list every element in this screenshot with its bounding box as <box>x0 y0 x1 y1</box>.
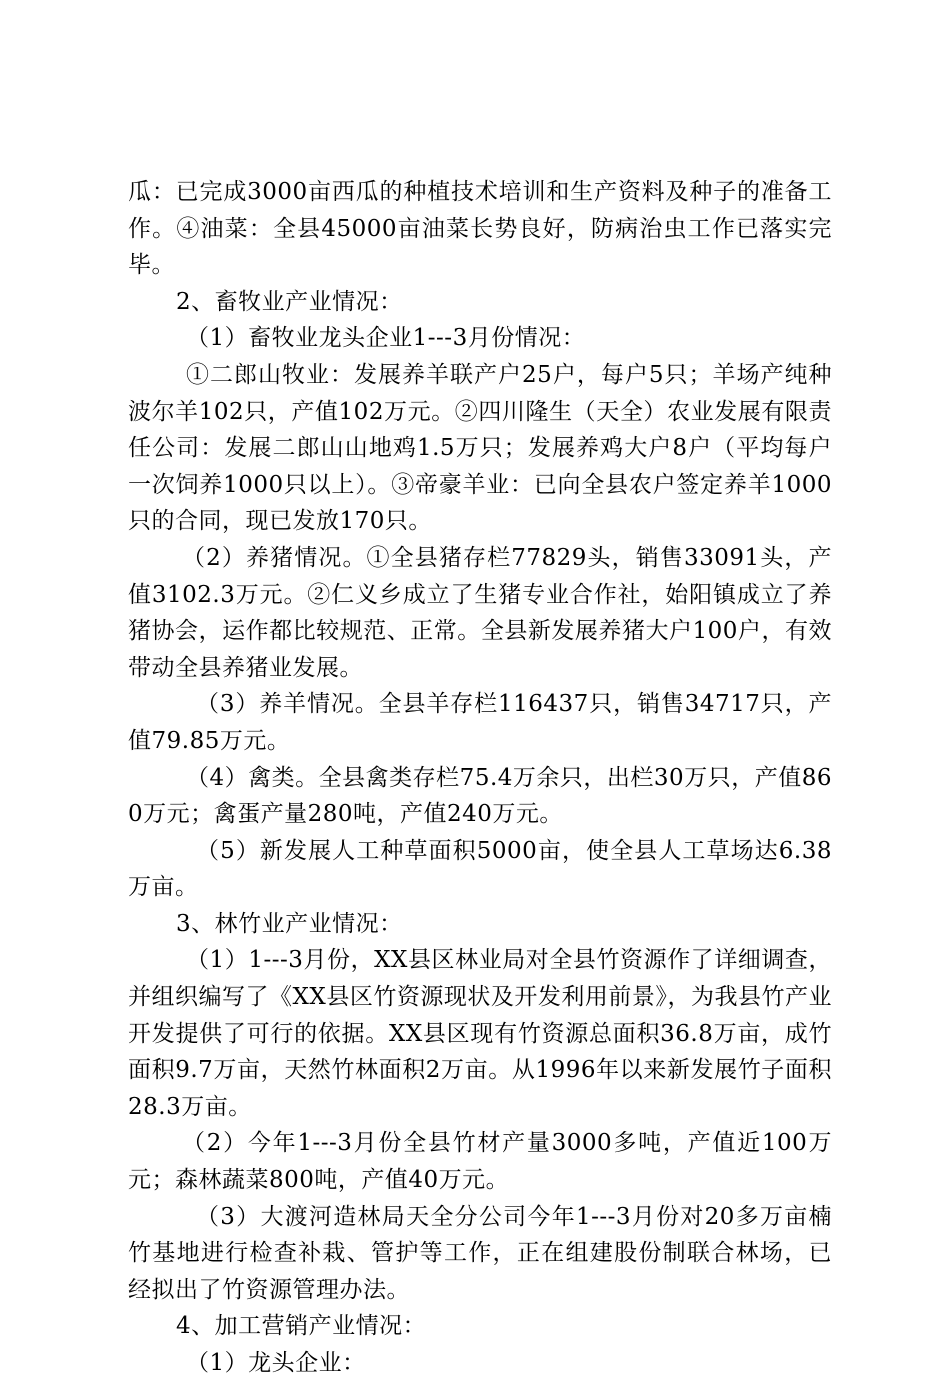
document-page <box>128 174 832 1382</box>
paragraph-bamboo-output: （2）今年1---3月份全县竹材产量3000多吨，产值近100万元；森林蔬菜800吨，产值40万元。 <box>128 1130 832 1194</box>
subheading-livestock-leading-enterprises: （1）畜牧业龙头企业1---3月份情况： <box>186 325 586 352</box>
paragraph-sheep-farming: （3）养羊情况。全县羊存栏116437只，销售34717只，产值79.85万元。 <box>128 691 832 754</box>
heading-livestock: 2、畜牧业产业情况： <box>176 288 403 315</box>
heading-processing-marketing: 4、加工营销产业情况： <box>176 1313 427 1340</box>
heading-forestry-bamboo: 3、林竹业产业情况： <box>176 910 403 937</box>
paragraph-livestock-enterprises: ①二郎山牧业：发展养羊联产户25户，每户5只；羊场产纯种波尔羊102只，产值102万元。②四川隆生（天全）农业发展有限责任公司：发展二郎山山地鸡1.5万只；发展养鸡大户8户（平均每户一次饲养1000只以上）。③帝豪羊业：已向全县农户签定养羊1000只的合同，现已发放170只。 <box>128 361 832 535</box>
paragraph-bamboo-survey: （1）1---3月份，XX县区林业局对全县竹资源作了详细调查，并组织编写了《XX县区竹资源现状及开发利用前景》，为我县竹产业开发提供了可行的依据。XX县区现有竹资源总面积36.8万亩，成竹面积9.7万亩，天然竹林面积2万亩。从1996年以来新发展竹子面积28.3万亩。 <box>128 947 832 1120</box>
paragraph-grassland: （5）新发展人工种草面积5000亩，使全县人工草场达6.38万亩。 <box>128 837 832 901</box>
paragraph-watermelon-rapeseed: 瓜：已完成3000亩西瓜的种植技术培训和生产资料及种子的准备工作。④油菜：全县45000亩油菜长势良好，防病治虫工作已落实完毕。 <box>128 179 832 279</box>
paragraph-pig-farming: （2）养猪情况。①全县猪存栏77829头，销售33091头，产值3102.3万元。②仁义乡成立了生猪专业合作社，始阳镇成立了养猪协会，运作都比较规范、正常。全县新发展养猪大户100户，有效带动全县养猪业发展。 <box>128 544 832 681</box>
subheading-leading-enterprises: （1）龙头企业： <box>186 1350 366 1376</box>
paragraph-poultry: （4）禽类。全县禽类存栏75.4万余只，出栏30万只，产值860万元；禽蛋产量280吨，产值240万元。 <box>128 764 832 828</box>
paragraph-dadu-river-forestry: （3）大渡河造林局天全分公司今年1---3月份对20多万亩楠竹基地进行检查补栽、管护等工作，正在组建股份制联合林场，已经拟出了竹资源管理办法。 <box>128 1203 832 1303</box>
